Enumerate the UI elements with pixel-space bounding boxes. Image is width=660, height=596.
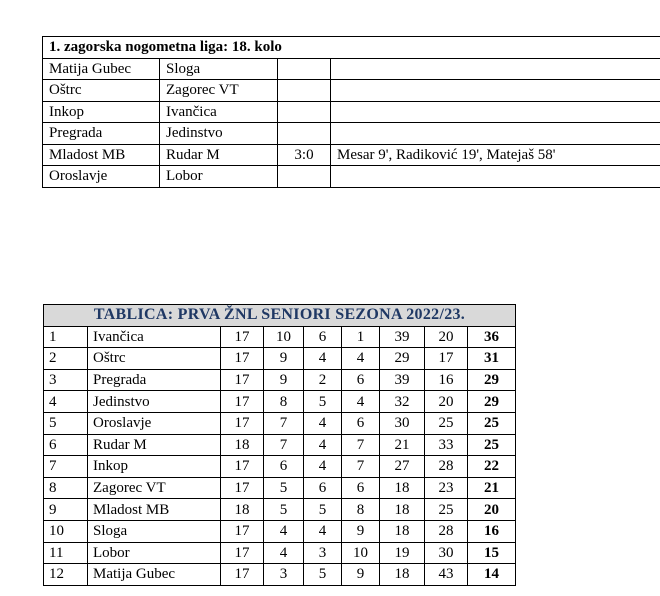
standings-row — [44, 564, 516, 586]
goals-against: 16 — [425, 369, 468, 391]
away-team: Ivančica — [160, 101, 278, 123]
home-team: Oroslavje — [43, 166, 160, 188]
fixtures-table — [42, 36, 660, 188]
fixture-row — [43, 166, 660, 188]
losses: 8 — [342, 499, 380, 521]
goal-scorers — [331, 80, 660, 102]
played: 17 — [221, 369, 264, 391]
match-score — [278, 166, 331, 188]
standings-table — [43, 304, 516, 586]
standings-row — [44, 542, 516, 564]
goals-for: 18 — [380, 499, 425, 521]
goals-against: 25 — [425, 499, 468, 521]
position: 8 — [44, 477, 88, 499]
standings-row — [44, 369, 516, 391]
losses: 10 — [342, 542, 380, 564]
goals-against: 43 — [425, 564, 468, 586]
team-name: Oštrc — [88, 348, 221, 370]
played: 17 — [221, 456, 264, 478]
away-team: Zagorec VT — [160, 80, 278, 102]
draws: 6 — [304, 477, 342, 499]
goals-for: 27 — [380, 456, 425, 478]
goals-for: 21 — [380, 434, 425, 456]
wins: 3 — [264, 564, 304, 586]
points: 20 — [468, 499, 516, 521]
points: 16 — [468, 520, 516, 542]
home-team: Inkop — [43, 101, 160, 123]
losses: 7 — [342, 434, 380, 456]
away-team: Sloga — [160, 58, 278, 80]
goals-for: 19 — [380, 542, 425, 564]
wins: 4 — [264, 520, 304, 542]
draws: 5 — [304, 391, 342, 413]
standings-row — [44, 499, 516, 521]
match-score — [278, 123, 331, 145]
played: 18 — [221, 499, 264, 521]
points: 29 — [468, 391, 516, 413]
wins: 8 — [264, 391, 304, 413]
home-team: Oštrc — [43, 80, 160, 102]
goals-for: 18 — [380, 477, 425, 499]
points: 25 — [468, 434, 516, 456]
draws: 4 — [304, 456, 342, 478]
wins: 5 — [264, 499, 304, 521]
home-team: Matija Gubec — [43, 58, 160, 80]
played: 17 — [221, 542, 264, 564]
goals-against: 28 — [425, 456, 468, 478]
goal-scorers: Mesar 9', Radiković 19', Matejaš 58' — [331, 144, 660, 166]
match-score — [278, 101, 331, 123]
played: 17 — [221, 520, 264, 542]
goal-scorers — [331, 101, 660, 123]
goals-against: 23 — [425, 477, 468, 499]
losses: 4 — [342, 391, 380, 413]
draws: 2 — [304, 369, 342, 391]
goals-against: 17 — [425, 348, 468, 370]
team-name: Sloga — [88, 520, 221, 542]
wins: 7 — [264, 412, 304, 434]
goals-against: 25 — [425, 412, 468, 434]
draws: 4 — [304, 520, 342, 542]
played: 18 — [221, 434, 264, 456]
fixture-row — [43, 58, 660, 80]
team-name: Jedinstvo — [88, 391, 221, 413]
away-team: Jedinstvo — [160, 123, 278, 145]
team-name: Matija Gubec — [88, 564, 221, 586]
goals-against: 30 — [425, 542, 468, 564]
points: 22 — [468, 456, 516, 478]
goals-for: 32 — [380, 391, 425, 413]
draws: 3 — [304, 542, 342, 564]
losses: 9 — [342, 520, 380, 542]
team-name: Inkop — [88, 456, 221, 478]
standings-row — [44, 326, 516, 348]
losses: 6 — [342, 369, 380, 391]
fixture-row — [43, 80, 660, 102]
goal-scorers — [331, 123, 660, 145]
team-name: Ivančica — [88, 326, 221, 348]
points: 15 — [468, 542, 516, 564]
draws: 4 — [304, 434, 342, 456]
played: 17 — [221, 391, 264, 413]
losses: 1 — [342, 326, 380, 348]
played: 17 — [221, 348, 264, 370]
position: 12 — [44, 564, 88, 586]
goals-for: 18 — [380, 520, 425, 542]
points: 14 — [468, 564, 516, 586]
goals-for: 18 — [380, 564, 425, 586]
fixtures-title-row — [43, 37, 660, 59]
team-name: Rudar M — [88, 434, 221, 456]
standings-row — [44, 477, 516, 499]
goals-for: 39 — [380, 369, 425, 391]
goal-scorers — [331, 58, 660, 80]
position: 10 — [44, 520, 88, 542]
match-score: 3:0 — [278, 144, 331, 166]
goals-for: 30 — [380, 412, 425, 434]
draws: 4 — [304, 412, 342, 434]
position: 1 — [44, 326, 88, 348]
position: 3 — [44, 369, 88, 391]
played: 17 — [221, 564, 264, 586]
standings-row — [44, 412, 516, 434]
played: 17 — [221, 326, 264, 348]
standings-row — [44, 434, 516, 456]
played: 17 — [221, 412, 264, 434]
goals-for: 29 — [380, 348, 425, 370]
home-team: Pregrada — [43, 123, 160, 145]
fixture-row — [43, 123, 660, 145]
away-team: Rudar M — [160, 144, 278, 166]
losses: 7 — [342, 456, 380, 478]
wins: 6 — [264, 456, 304, 478]
standings-title: TABLICA: PRVA ŽNL SENIORI SEZONA 2022/23. — [44, 305, 516, 327]
draws: 4 — [304, 348, 342, 370]
losses: 9 — [342, 564, 380, 586]
losses: 4 — [342, 348, 380, 370]
losses: 6 — [342, 477, 380, 499]
standings-row — [44, 520, 516, 542]
draws: 6 — [304, 326, 342, 348]
position: 11 — [44, 542, 88, 564]
points: 31 — [468, 348, 516, 370]
home-team: Mladost MB — [43, 144, 160, 166]
points: 36 — [468, 326, 516, 348]
played: 17 — [221, 477, 264, 499]
position: 7 — [44, 456, 88, 478]
standings-header-row — [44, 305, 516, 327]
wins: 10 — [264, 326, 304, 348]
goals-against: 28 — [425, 520, 468, 542]
position: 9 — [44, 499, 88, 521]
losses: 6 — [342, 412, 380, 434]
team-name: Pregrada — [88, 369, 221, 391]
team-name: Oroslavje — [88, 412, 221, 434]
wins: 9 — [264, 348, 304, 370]
draws: 5 — [304, 499, 342, 521]
fixture-row — [43, 101, 660, 123]
fixture-row — [43, 144, 660, 166]
standings-row — [44, 391, 516, 413]
position: 2 — [44, 348, 88, 370]
match-score — [278, 80, 331, 102]
points: 25 — [468, 412, 516, 434]
position: 4 — [44, 391, 88, 413]
goals-against: 20 — [425, 391, 468, 413]
away-team: Lobor — [160, 166, 278, 188]
position: 6 — [44, 434, 88, 456]
points: 29 — [468, 369, 516, 391]
wins: 7 — [264, 434, 304, 456]
team-name: Zagorec VT — [88, 477, 221, 499]
points: 21 — [468, 477, 516, 499]
standings-row — [44, 348, 516, 370]
wins: 5 — [264, 477, 304, 499]
goal-scorers — [331, 166, 660, 188]
fixtures-title: 1. zagorska nogometna liga: 18. kolo — [43, 37, 660, 59]
goals-against: 20 — [425, 326, 468, 348]
goals-for: 39 — [380, 326, 425, 348]
match-score — [278, 58, 331, 80]
draws: 5 — [304, 564, 342, 586]
team-name: Lobor — [88, 542, 221, 564]
goals-against: 33 — [425, 434, 468, 456]
position: 5 — [44, 412, 88, 434]
wins: 4 — [264, 542, 304, 564]
team-name: Mladost MB — [88, 499, 221, 521]
wins: 9 — [264, 369, 304, 391]
standings-row — [44, 456, 516, 478]
